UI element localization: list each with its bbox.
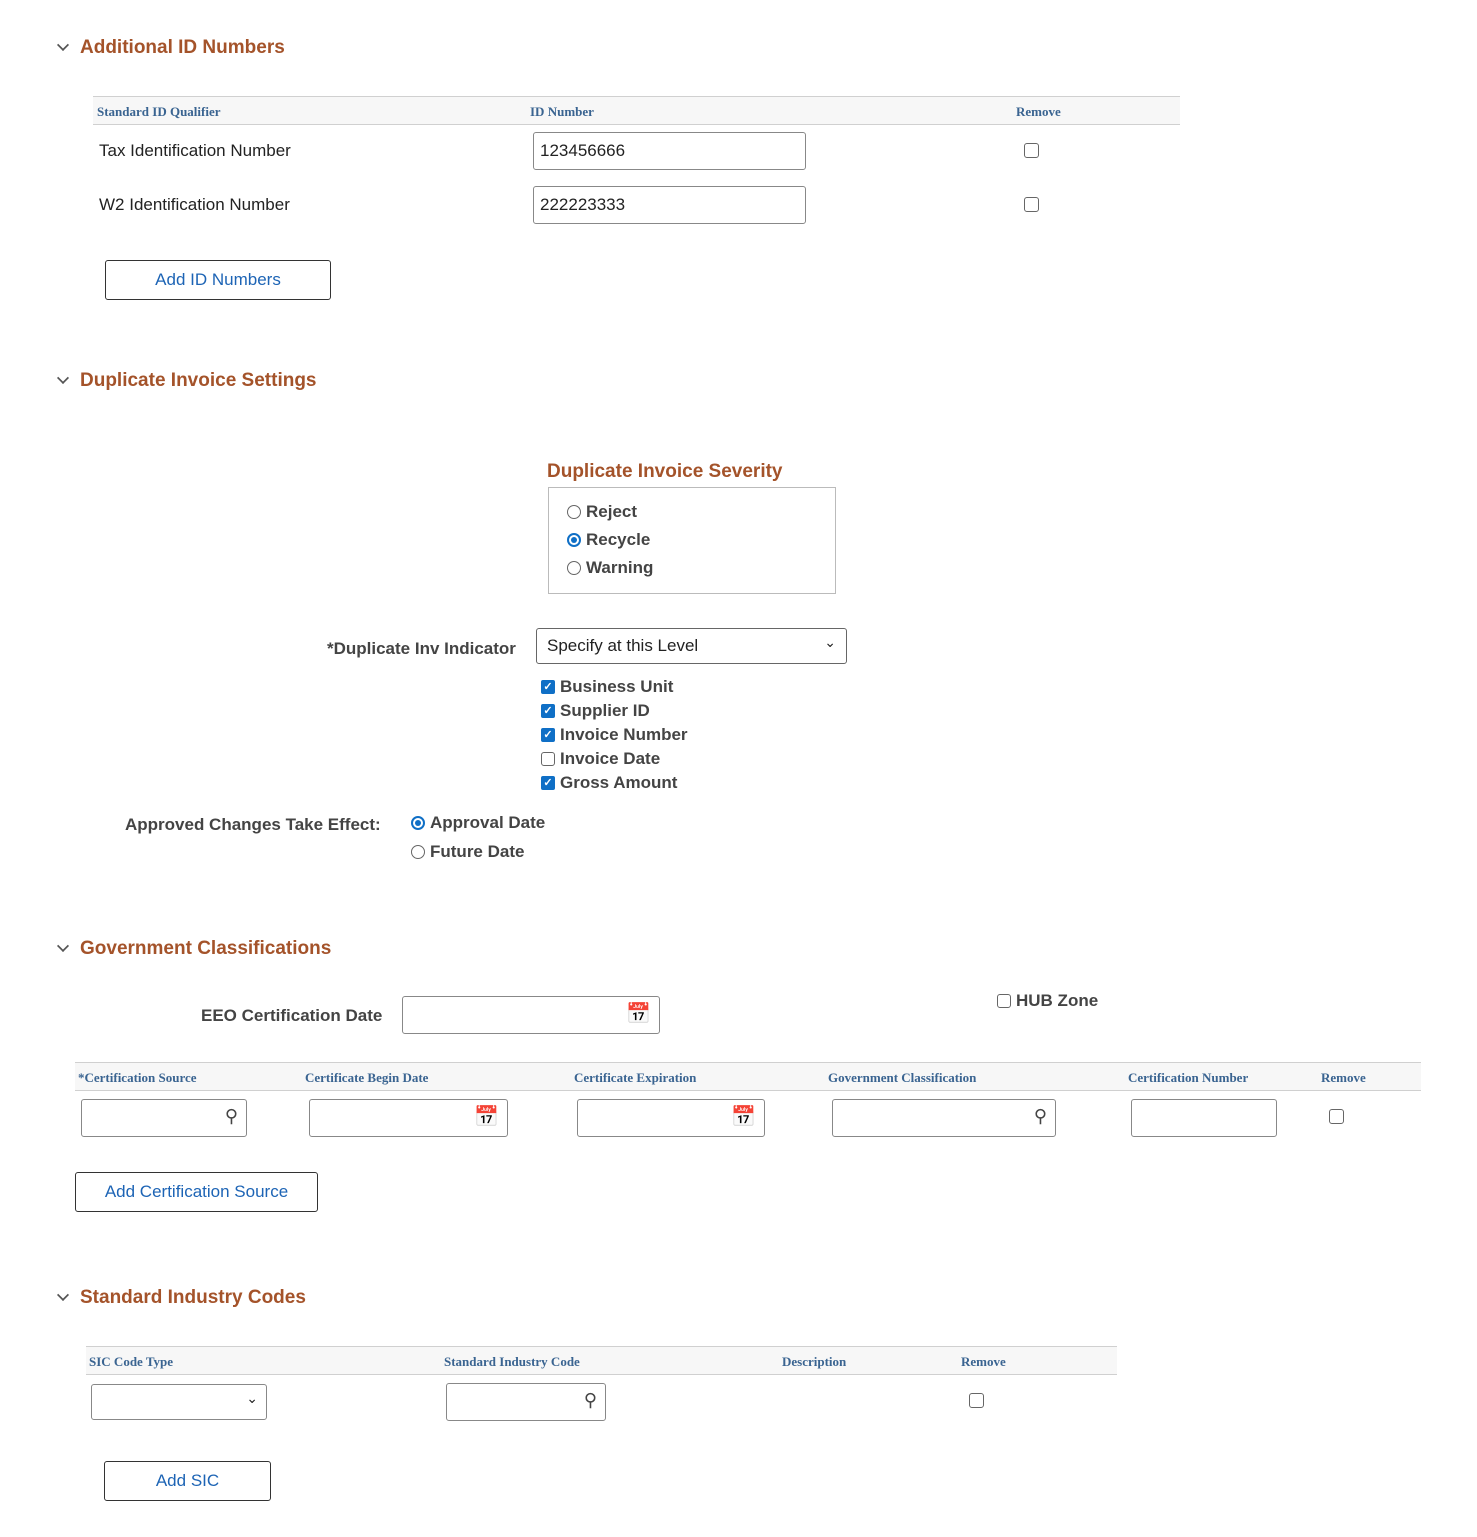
severity-title: Duplicate Invoice Severity <box>547 461 783 482</box>
certificate-begin-date-input[interactable] <box>309 1099 508 1137</box>
indicator-label: *Duplicate Inv Indicator <box>327 639 516 658</box>
qualifier-label: W2 Identification Number <box>99 195 290 214</box>
remove-checkbox[interactable] <box>969 1393 984 1408</box>
certification-source-input[interactable] <box>81 1099 247 1137</box>
add-sic-button[interactable]: Add SIC <box>104 1461 271 1501</box>
radio-recycle[interactable]: Recycle <box>567 528 835 552</box>
column-header: Certification Number <box>1128 1070 1249 1085</box>
chevron-down-icon <box>57 372 69 384</box>
calendar-icon[interactable]: 📅 <box>474 1106 499 1128</box>
check-icon[interactable]: ✓ <box>541 776 555 790</box>
calendar-icon[interactable]: 📅 <box>731 1106 756 1128</box>
remove-checkbox[interactable] <box>1024 143 1039 158</box>
column-header: Remove <box>961 1354 1006 1369</box>
section-duplicate-invoice-settings[interactable] <box>58 370 317 392</box>
column-header: Description <box>782 1354 847 1369</box>
radio-button[interactable] <box>567 561 581 575</box>
section-additional-id-numbers[interactable] <box>58 37 285 59</box>
section-title: Standard Industry Codes <box>80 1287 306 1308</box>
radio-button-selected[interactable] <box>567 533 581 547</box>
radio-reject[interactable]: Reject <box>567 500 835 524</box>
duplicate-fields <box>541 675 688 795</box>
column-header: Remove <box>1321 1070 1366 1085</box>
table-header <box>75 1062 1421 1091</box>
section-title: Duplicate Invoice Settings <box>80 370 317 391</box>
column-header: Remove <box>1016 104 1061 119</box>
qualifier-label: Tax Identification Number <box>99 141 291 160</box>
column-header: Standard ID Qualifier <box>97 104 221 119</box>
section-title: Additional ID Numbers <box>80 37 285 58</box>
certificate-expiration-input[interactable] <box>577 1099 765 1137</box>
column-header: Standard Industry Code <box>444 1354 580 1369</box>
radio-future-date[interactable]: Future Date <box>411 837 545 866</box>
remove-checkbox[interactable] <box>1024 197 1039 212</box>
radio-button[interactable] <box>411 845 425 859</box>
table-header <box>93 96 1180 125</box>
add-id-numbers-button[interactable]: Add ID Numbers <box>105 260 331 300</box>
checkbox[interactable] <box>541 752 555 766</box>
radio-warning[interactable]: Warning <box>567 556 835 580</box>
standard-industry-code-input[interactable] <box>446 1383 606 1421</box>
certification-number-input[interactable] <box>1131 1099 1277 1137</box>
search-icon[interactable]: ⚲ <box>583 1390 597 1410</box>
add-certification-source-button[interactable]: Add Certification Source <box>75 1172 318 1212</box>
indicator-select[interactable]: Specify at this Level ⌄ <box>536 628 847 664</box>
check-icon[interactable]: ✓ <box>541 680 555 694</box>
check-icon[interactable]: ✓ <box>541 728 555 742</box>
column-header: SIC Code Type <box>89 1354 174 1369</box>
column-header: Certificate Expiration <box>574 1070 697 1085</box>
chevron-down-icon <box>57 1289 69 1301</box>
calendar-icon[interactable]: 📅 <box>626 1003 651 1025</box>
id-number-input[interactable]: 123456666 <box>533 132 806 170</box>
sic-code-type-select[interactable] <box>91 1384 267 1420</box>
section-standard-industry-codes[interactable] <box>58 1287 306 1309</box>
chevron-down-icon: ⌄ <box>824 634 836 650</box>
eeo-date-input[interactable] <box>402 996 660 1034</box>
checkbox-invoice-number[interactable]: ✓ Invoice Number <box>541 723 688 747</box>
table-header <box>86 1346 1117 1375</box>
column-header: Certificate Begin Date <box>305 1070 429 1085</box>
government-classification-input[interactable] <box>832 1099 1056 1137</box>
radio-approval-date[interactable]: Approval Date <box>411 808 545 837</box>
id-number-input[interactable]: 222223333 <box>533 186 806 224</box>
chevron-down-icon <box>57 39 69 51</box>
column-header: Government Classification <box>828 1070 977 1085</box>
checkbox-business-unit[interactable]: ✓ Business Unit <box>541 675 688 699</box>
chevron-down-icon <box>57 940 69 952</box>
checkbox[interactable] <box>997 994 1011 1008</box>
search-icon[interactable]: ⚲ <box>1033 1106 1047 1126</box>
column-header: ID Number <box>530 104 594 119</box>
checkbox-supplier-id[interactable]: ✓ Supplier ID <box>541 699 688 723</box>
checkbox-invoice-date[interactable]: Invoice Date <box>541 747 688 771</box>
search-icon[interactable]: ⚲ <box>224 1106 238 1126</box>
section-government-classifications[interactable] <box>58 938 331 960</box>
radio-button-selected[interactable] <box>411 816 425 830</box>
section-title: Government Classifications <box>80 938 332 959</box>
checkbox-gross-amount[interactable]: ✓ Gross Amount <box>541 771 688 795</box>
checkbox-hub-zone[interactable]: HUB Zone <box>997 989 1098 1013</box>
remove-checkbox[interactable] <box>1329 1109 1344 1124</box>
check-icon[interactable]: ✓ <box>541 704 555 718</box>
eeo-label: EEO Certification Date <box>201 1006 383 1025</box>
severity-group <box>548 487 836 594</box>
radio-button[interactable] <box>567 505 581 519</box>
column-header: *Certification Source <box>78 1070 197 1085</box>
chevron-down-icon: ⌄ <box>246 1390 258 1406</box>
effect-group <box>411 808 545 866</box>
effect-label: Approved Changes Take Effect: <box>125 815 381 834</box>
